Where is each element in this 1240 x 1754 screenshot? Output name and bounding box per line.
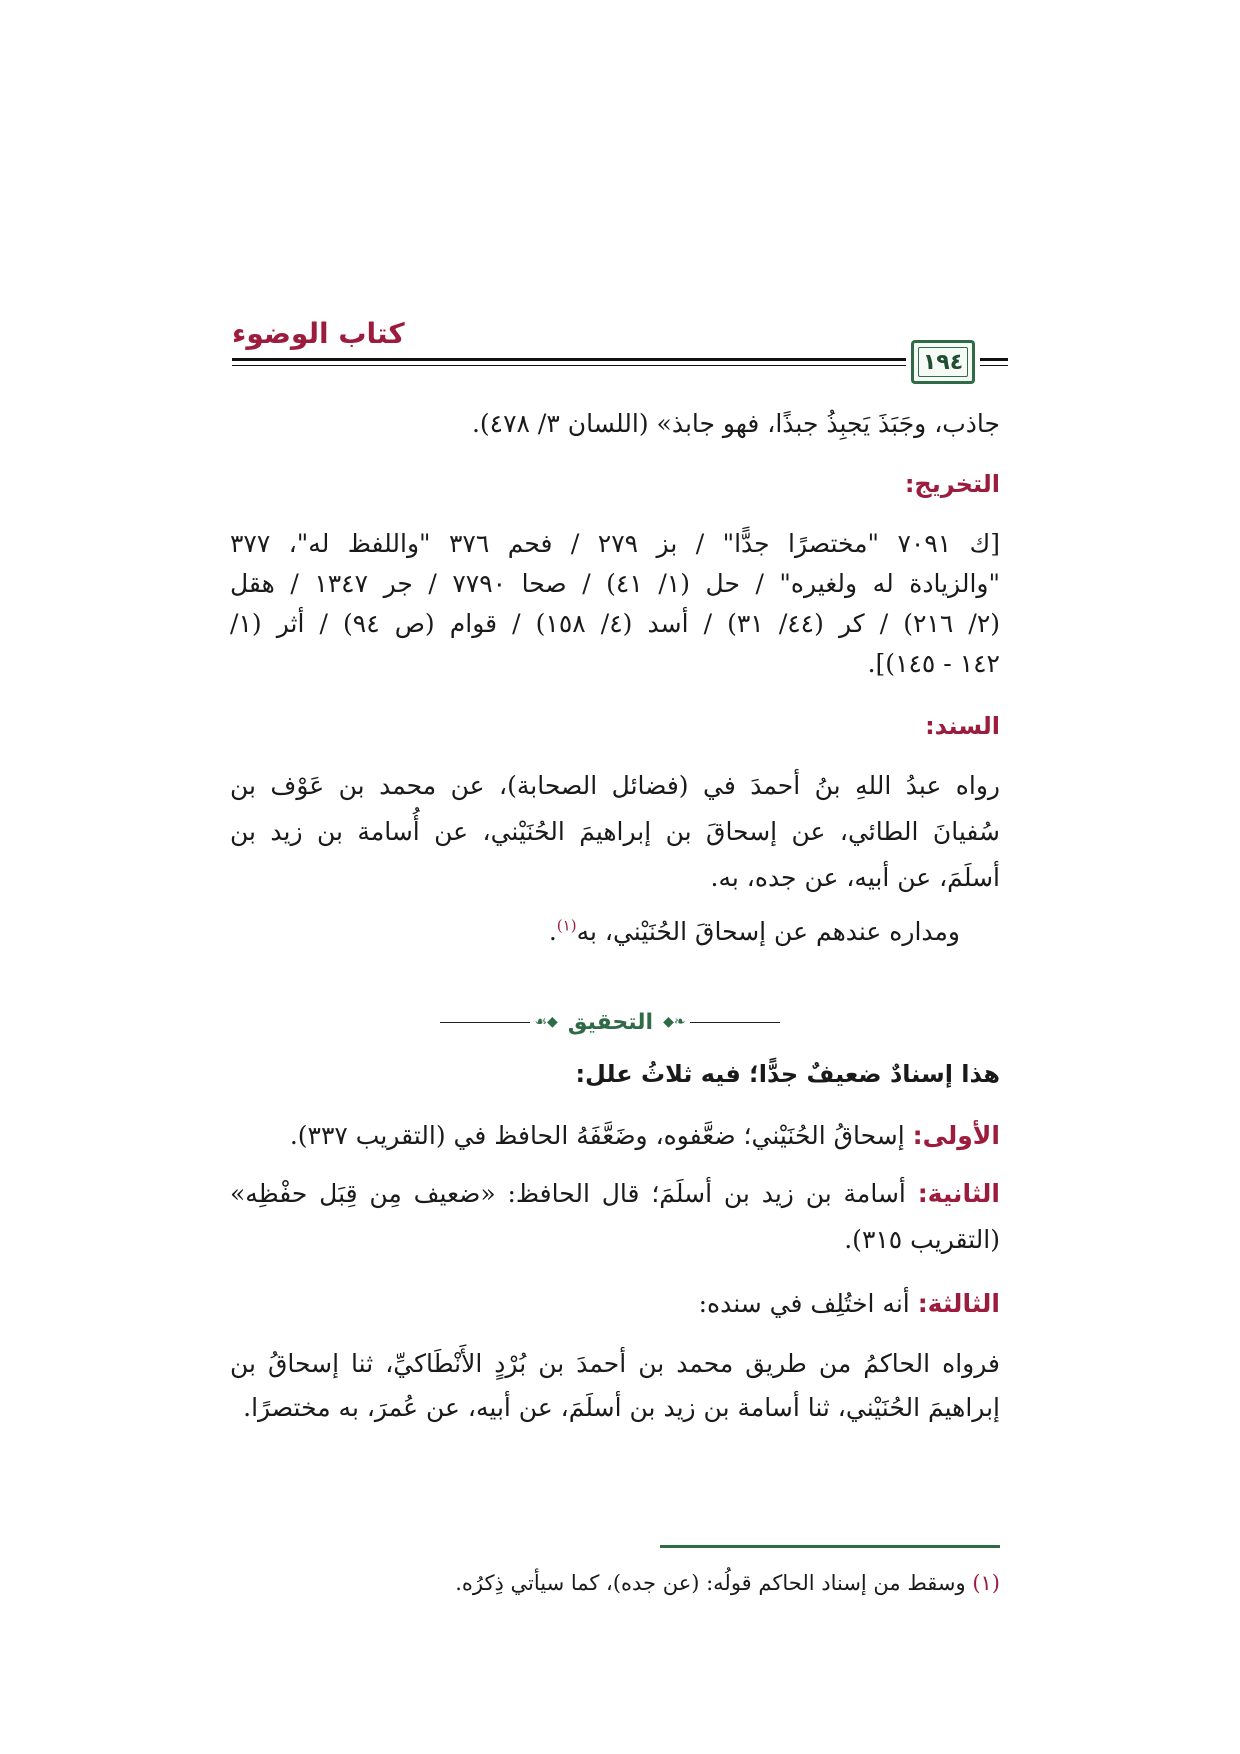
takhrij-heading: التخريج: [904,470,1000,498]
third-label: الثالثة: [917,1289,1000,1318]
section-divider [440,1010,780,1034]
page-number: ١٩٤ [922,349,964,375]
header-rule-left [232,358,906,361]
takhrij-line-4: ١٤٢ - ١٤٥)]. [867,649,1000,678]
takhrij-line-1: [ك ٧٠٩١ "مختصرًا جدًّا" / بز ٢٧٩ / فحم ٣٧٦ "واللفظ له"، ٣٧٧ [230,529,1001,558]
footnote-rule [660,1545,1000,1548]
continued-line: جاذب، وجَبَذَ يَجبِذُ جبذًا، فهو جابذ» (اللسان ٣/ ٤٧٨). [471,409,1000,438]
divider-line-right [690,1022,780,1023]
sanad-line-2: سُفيانَ الطائي، عن إسحاقَ بن إبراهيمَ الحُنَيْني، عن أُسامة بن زيد بن [230,817,1000,846]
verdict: هذا إسنادٌ ضعيفٌ جدًّا؛ فيه ثلاثُ علل: [575,1060,1000,1088]
second-defect-cont: (التقريب ٣١٥). [844,1225,1000,1254]
footnote-text: وسقط من إسناد الحاكم قولُه: (عن جده)، كما سيأتي ذِكرُه. [455,1571,966,1595]
divider-line-left [440,1022,530,1023]
sanad-line-3: أسلَمَ، عن أبيه، عن جده، به. [710,863,1000,892]
first-defect [230,1118,1000,1154]
first-label: الأولى: [912,1121,1000,1150]
header-rule-right-thin [980,365,1008,366]
madar-line [230,914,1000,950]
second-text: أسامة بن زيد بن أسلَمَ؛ قال الحافظ: «ضعيف مِن قِبَل حفْظِه» [230,1179,906,1208]
divider-label: التحقيق [567,1009,654,1035]
takhrij-line-2: "والزيادة له ولغيره" / حل (١/ ٤١) / صحا ٧٧٩٠ / جر ١٣٤٧ / هقل [230,569,1000,598]
header-rule-left-thin [232,365,906,366]
sanad-heading: السند: [925,712,1000,740]
second-label: الثانية: [917,1179,1000,1208]
madar-text: ومداره عندهم عن إسحاقَ الحُنَيْني، به [576,917,960,946]
footnote [230,1568,1000,1598]
final-line-2: إبراهيمَ الحُنَيْني، ثنا أسامة بن زيد بن أسلَمَ، عن أبيه، عن عُمرَ، به مختصرًا. [243,1393,1000,1422]
footnote-ref[interactable]: (١) [556,916,577,935]
ornament-icon: ❧◆ [663,1014,686,1030]
sanad-line-1: رواه عبدُ اللهِ بنُ أحمدَ في (فضائل الصحابة)، عن محمد بن عَوْف بن [230,771,1000,800]
first-text: إسحاقُ الحُنَيْني؛ ضعَّفوه، وضَعَّفَهُ الحافظ في (التقريب ٣٣٧). [289,1121,905,1150]
second-defect [230,1176,1000,1212]
header-rule-right [980,358,1008,361]
page-number-badge [911,340,975,384]
madar-end: . [548,917,557,946]
footnote-number: (١) [972,1571,1000,1595]
third-text: أنه اختُلِف في سنده: [698,1289,910,1318]
takhrij-line-3: (٢/ ٢١٦) / كر (٤٤/ ٣١) / أسد (٤/ ١٥٨) / قوام (ص ٩٤) / أثر (١/ [230,609,1001,638]
final-line-1: فرواه الحاكمُ من طريق محمد بن أحمدَ بن بُرْدٍ الأَنْطَاكيِّ، ثنا إسحاقُ بن [230,1349,1000,1378]
ornament-icon: ◆☙ [534,1014,558,1030]
third-defect [230,1286,1000,1322]
book-title: كتاب الوضوء [232,317,405,350]
